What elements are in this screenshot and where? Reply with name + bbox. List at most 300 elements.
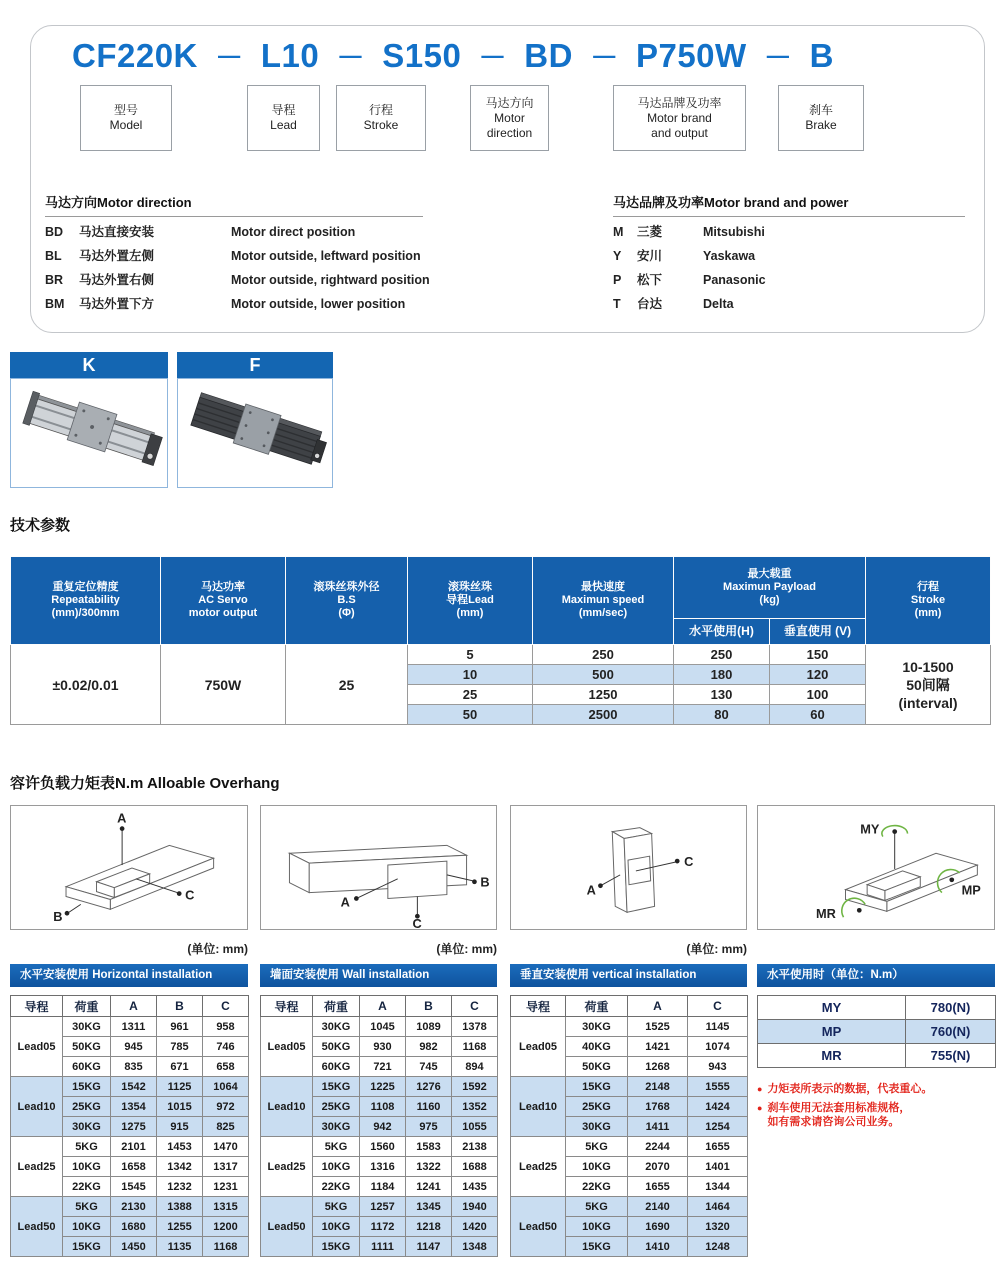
point-label-a: A — [586, 882, 596, 898]
table-header-row — [11, 996, 249, 1017]
value-payload-h: 180 — [674, 665, 770, 685]
code-separator: － — [336, 42, 365, 73]
table-cell: 1435 — [452, 1177, 498, 1197]
motor-brand-row — [613, 246, 965, 270]
table-row — [758, 1044, 996, 1068]
text-line: B.S — [337, 594, 356, 606]
text-line: 最快速度 — [581, 581, 625, 593]
table-cell: 1401 — [688, 1157, 748, 1177]
col-header-ballscrew-diameter — [286, 557, 408, 645]
lead-group-label: Lead50 — [261, 1197, 313, 1257]
text-line: direction — [486, 125, 533, 140]
table-cell: 1421 — [628, 1037, 688, 1057]
column-header: C — [688, 996, 748, 1017]
table-cell: 1420 — [452, 1217, 498, 1237]
table-cell: 1688 — [452, 1157, 498, 1177]
text-line: 滚珠丝珠 — [448, 581, 492, 593]
table-cell: 1560 — [360, 1137, 406, 1157]
motor-brand-row — [613, 270, 965, 294]
table-row — [11, 1017, 249, 1037]
point-label-a: A — [117, 810, 127, 826]
table-cell: 50KG — [63, 1037, 111, 1057]
table-cell: 1317 — [203, 1157, 249, 1177]
column-header: 导程 — [511, 996, 566, 1017]
table-cell: 30KG — [63, 1017, 111, 1037]
product-image-f — [177, 378, 333, 488]
value-lead: 10 — [408, 665, 533, 685]
table-cell: 30KG — [566, 1117, 628, 1137]
column-header: A — [111, 996, 157, 1017]
table-cell: 721 — [360, 1057, 406, 1077]
value-payload-h: 130 — [674, 685, 770, 705]
table-cell: 10KG — [63, 1217, 111, 1237]
table-cell: 785 — [157, 1037, 203, 1057]
table-cell: 1342 — [157, 1157, 203, 1177]
install-table — [260, 995, 498, 1257]
table-cell: 1108 — [360, 1097, 406, 1117]
model-code-part: CF220K — [72, 37, 198, 74]
table-cell: 1257 — [360, 1197, 406, 1217]
table-cell: 1655 — [688, 1137, 748, 1157]
column-header: 导程 — [11, 996, 63, 1017]
table-cell: 5KG — [566, 1137, 628, 1157]
brand-en: Yaskawa — [703, 249, 756, 263]
table-cell: 1248 — [688, 1237, 748, 1257]
text-line: Lead — [270, 118, 297, 132]
table-cell: 1064 — [203, 1077, 249, 1097]
column-header: C — [203, 996, 249, 1017]
motor-direction-row — [45, 294, 440, 318]
table-row — [758, 996, 996, 1020]
direction-code: BL — [45, 249, 62, 263]
table-cell: 958 — [203, 1017, 249, 1037]
moment-table — [757, 995, 996, 1068]
value-lead: 50 — [408, 705, 533, 725]
table-cell: 1241 — [406, 1177, 452, 1197]
table-cell: 1320 — [688, 1217, 748, 1237]
brand-en: Delta — [703, 297, 734, 311]
unit-label-mm: (单位: mm) — [187, 942, 248, 956]
brand-cn: 台达 — [637, 297, 663, 311]
model-code-part: P750W — [635, 37, 747, 74]
direction-cn: 马达外置右侧 — [79, 273, 155, 287]
text-line: Stroke — [910, 594, 946, 606]
point-label-my: MY — [860, 821, 880, 837]
overhang-diagram-horizontal — [10, 805, 248, 930]
table-cell: 1172 — [360, 1217, 406, 1237]
table-cell: 2130 — [111, 1197, 157, 1217]
table-cell: 894 — [452, 1057, 498, 1077]
code-separator: － — [478, 42, 508, 73]
notes — [757, 1082, 995, 1129]
motor-direction-list — [45, 222, 440, 318]
table-cell: 982 — [406, 1037, 452, 1057]
label-box-stroke — [336, 85, 426, 151]
table-cell: 25KG — [313, 1097, 360, 1117]
value-speed: 500 — [533, 665, 674, 685]
value-speed: 1250 — [533, 685, 674, 705]
panel-title-moment: 水平使用时（单位：N.m） — [757, 964, 995, 987]
unit-label-mm: (单位: mm) — [436, 942, 497, 956]
lead-group-label: Lead50 — [511, 1197, 566, 1257]
column-header: B — [406, 996, 452, 1017]
table-cell: 835 — [111, 1057, 157, 1077]
table-cell: 1231 — [203, 1177, 249, 1197]
motor-direction-heading: 马达方向Motor direction — [45, 192, 423, 217]
column-header: 荷重 — [566, 996, 628, 1017]
table-cell: 1345 — [406, 1197, 452, 1217]
table-cell: 1225 — [360, 1077, 406, 1097]
table-cell: 30KG — [313, 1017, 360, 1037]
table-row — [261, 1017, 498, 1037]
brand-cn: 三菱 — [637, 225, 663, 239]
brand-code: Y — [613, 249, 622, 263]
text-line: 行程 — [917, 581, 940, 593]
table-cell: 1545 — [111, 1177, 157, 1197]
col-header-max-speed — [533, 557, 674, 645]
panel-title-horizontal: 水平安装使用 Horizontal installation — [10, 964, 248, 987]
motor-brand-row — [613, 222, 965, 246]
table-header-row — [261, 996, 498, 1017]
point-label-c: C — [684, 854, 694, 870]
table-cell: 1254 — [688, 1117, 748, 1137]
table-cell: 1074 — [688, 1037, 748, 1057]
table-cell: 1583 — [406, 1137, 452, 1157]
text-line: 刹车 — [808, 103, 833, 117]
unit-label-mm: (单位: mm) — [686, 942, 747, 956]
brand-cn: 安川 — [637, 249, 663, 263]
table-cell: 22KG — [566, 1177, 628, 1197]
table-cell: 1218 — [406, 1217, 452, 1237]
table-row — [511, 1077, 748, 1097]
value-ballscrew-diameter: 25 — [286, 645, 408, 725]
column-header: B — [157, 996, 203, 1017]
table-cell: 1411 — [628, 1117, 688, 1137]
table-cell: 15KG — [566, 1237, 628, 1257]
table-cell: 942 — [360, 1117, 406, 1137]
table-cell: 1168 — [203, 1237, 249, 1257]
product-card-f-title: F — [177, 352, 333, 378]
table-cell: 671 — [157, 1057, 203, 1077]
table-cell: 1352 — [452, 1097, 498, 1117]
table-cell: 10KG — [566, 1217, 628, 1237]
text-line: (kg) — [759, 594, 780, 606]
direction-en: Motor direct position — [231, 225, 356, 239]
table-cell: 25KG — [566, 1097, 628, 1117]
table-cell: 945 — [111, 1037, 157, 1057]
text-line: Motor — [494, 110, 525, 125]
table-cell: 5KG — [63, 1197, 111, 1217]
table-cell: 972 — [203, 1097, 249, 1117]
text-line: Model — [109, 118, 143, 132]
model-code-part: S150 — [382, 37, 462, 74]
note-item — [757, 1082, 995, 1096]
table-cell: 1232 — [157, 1177, 203, 1197]
value-payload-v: 100 — [770, 685, 866, 705]
col-header-stroke — [866, 557, 991, 645]
brand-code: T — [613, 297, 621, 311]
table-cell: 1464 — [688, 1197, 748, 1217]
lead-group-label: Lead50 — [11, 1197, 63, 1257]
table-cell: 1145 — [688, 1017, 748, 1037]
lead-group-label: Lead10 — [261, 1077, 313, 1137]
text-line: Maximun speed — [561, 594, 645, 606]
table-cell: 1344 — [688, 1177, 748, 1197]
column-header: 导程 — [261, 996, 313, 1017]
text-line: 导程Lead — [446, 594, 494, 606]
panel-title-vertical: 垂直安装使用 vertical installation — [510, 964, 747, 987]
table-cell: 1655 — [628, 1177, 688, 1197]
table-cell: 2140 — [628, 1197, 688, 1217]
table-cell: 22KG — [313, 1177, 360, 1197]
value-payload-h: 80 — [674, 705, 770, 725]
table-cell: 1525 — [628, 1017, 688, 1037]
column-header: A — [628, 996, 688, 1017]
text-line: (mm) — [456, 607, 484, 619]
value-payload-v: 150 — [770, 645, 866, 665]
panel-title-wall: 墙面安装使用 Wall installation — [260, 964, 497, 987]
value-repeatability: ±0.02/0.01 — [11, 645, 161, 725]
col-header-payload-horizontal: 水平使用(H) — [674, 619, 770, 645]
tech-section-title: 技术参数 — [10, 517, 71, 534]
table-cell: 1311 — [111, 1017, 157, 1037]
table-cell: 1542 — [111, 1077, 157, 1097]
model-code-title — [72, 36, 834, 76]
product-card-k-title: K — [10, 352, 168, 378]
code-separator: － — [215, 42, 244, 73]
table-cell: 2070 — [628, 1157, 688, 1177]
lead-group-label: Lead10 — [511, 1077, 566, 1137]
table-cell: 1555 — [688, 1077, 748, 1097]
tech-spec-table — [10, 556, 991, 725]
table-cell: 30KG — [313, 1117, 360, 1137]
direction-en: Motor outside, rightward position — [231, 273, 430, 287]
text-line: 马达功率 — [201, 581, 245, 593]
table-cell: 1424 — [688, 1097, 748, 1117]
table-cell: 1045 — [360, 1017, 406, 1037]
table-row — [11, 1197, 249, 1217]
value-payload-v: 60 — [770, 705, 866, 725]
table-cell: 1378 — [452, 1017, 498, 1037]
lead-group-label: Lead25 — [511, 1137, 566, 1197]
table-cell: 40KG — [566, 1037, 628, 1057]
table-cell: 5KG — [63, 1137, 111, 1157]
direction-en: Motor outside, leftward position — [231, 249, 421, 263]
table-cell: 5KG — [566, 1197, 628, 1217]
table-row — [511, 1197, 748, 1217]
table-row — [261, 1077, 498, 1097]
point-label-mp: MP — [961, 882, 981, 898]
table-cell: 1147 — [406, 1237, 452, 1257]
table-cell: 50KG — [313, 1037, 360, 1057]
table-cell: 1658 — [111, 1157, 157, 1177]
code-separator: － — [590, 42, 619, 73]
moment-table-wrap — [757, 995, 995, 1068]
table-cell: 1135 — [157, 1237, 203, 1257]
value-stroke — [866, 645, 991, 725]
table-cell: 1940 — [452, 1197, 498, 1217]
table-cell: 15KG — [566, 1077, 628, 1097]
direction-cn: 马达外置下方 — [79, 297, 155, 311]
col-header-repeatability — [11, 557, 161, 645]
value-lead: 5 — [408, 645, 533, 665]
table-row — [261, 1197, 498, 1217]
tech-table-wrap — [10, 556, 990, 725]
moment-value: 780(N) — [906, 996, 996, 1020]
install-table — [510, 995, 748, 1257]
direction-cn: 马达外置左侧 — [79, 249, 155, 263]
text-line: 重复定位精度 — [52, 581, 119, 593]
model-code-part: B — [809, 37, 834, 74]
table-cell: 1276 — [406, 1077, 452, 1097]
table-cell: 1111 — [360, 1237, 406, 1257]
product-card-f — [177, 352, 333, 488]
lead-group-label: Lead10 — [11, 1077, 63, 1137]
table-cell: 1690 — [628, 1217, 688, 1237]
column-header: C — [452, 996, 498, 1017]
text-line: 马达品牌及功率 — [637, 95, 722, 110]
moment-value: 760(N) — [906, 1020, 996, 1044]
text-line: AC Servo — [198, 594, 248, 606]
table-row — [758, 1020, 996, 1044]
point-label-a: A — [340, 894, 350, 910]
brand-en: Mitsubishi — [703, 225, 765, 239]
text-line: 刹车使用无法套用标准规格， — [767, 1102, 911, 1114]
table-cell: 2138 — [452, 1137, 498, 1157]
table-cell: 1354 — [111, 1097, 157, 1117]
text-line: 10-1500 — [902, 658, 954, 675]
table-cell: 1453 — [157, 1137, 203, 1157]
vertical-install-table — [510, 995, 747, 1257]
direction-cn: 马达直接安装 — [79, 225, 155, 239]
model-code-part: L10 — [260, 37, 320, 74]
column-header: A — [360, 996, 406, 1017]
text-line: Stroke — [363, 118, 399, 132]
model-code-part: BD — [524, 37, 573, 74]
table-cell: 975 — [406, 1117, 452, 1137]
point-label-b: B — [480, 874, 490, 890]
table-cell: 1268 — [628, 1057, 688, 1077]
table-cell: 1322 — [406, 1157, 452, 1177]
table-cell: 825 — [203, 1117, 249, 1137]
table-cell: 10KG — [63, 1157, 111, 1177]
text-line: 行程 — [368, 103, 393, 117]
table-cell: 25KG — [63, 1097, 111, 1117]
motor-brand-row — [613, 294, 965, 318]
value-speed: 2500 — [533, 705, 674, 725]
table-cell: 10KG — [313, 1157, 360, 1177]
table-cell: 1125 — [157, 1077, 203, 1097]
value-speed: 250 — [533, 645, 674, 665]
table-row — [511, 1017, 748, 1037]
lead-group-label: Lead05 — [11, 1017, 63, 1077]
label-box-motor-brand — [613, 85, 746, 151]
col-header-payload-vertical: 垂直使用 (V) — [770, 619, 866, 645]
table-cell: 1680 — [111, 1217, 157, 1237]
point-label-c: C — [185, 887, 195, 903]
direction-code: BR — [45, 273, 64, 287]
col-header-lead — [408, 557, 533, 645]
text-line: Motor brand — [647, 110, 712, 125]
horizontal-install-table — [10, 995, 248, 1257]
install-table — [10, 995, 249, 1257]
table-cell: 930 — [360, 1037, 406, 1057]
table-cell: 22KG — [63, 1177, 111, 1197]
moment-name: MY — [758, 996, 906, 1020]
note-item — [757, 1101, 995, 1129]
table-cell: 1315 — [203, 1197, 249, 1217]
lead-group-label: Lead25 — [261, 1137, 313, 1197]
overhang-diagram-vertical — [510, 805, 747, 930]
value-motor-output: 750W — [161, 645, 286, 725]
moment-value: 755(N) — [906, 1044, 996, 1068]
motor-direction-row — [45, 222, 440, 246]
table-cell: 30KG — [63, 1117, 111, 1137]
brand-cn: 松下 — [637, 273, 663, 287]
motor-direction-row — [45, 246, 440, 270]
text-line: (mm/sec) — [578, 607, 628, 619]
table-cell: 1160 — [406, 1097, 452, 1117]
table-cell: 961 — [157, 1017, 203, 1037]
value-payload-h: 250 — [674, 645, 770, 665]
table-cell: 943 — [688, 1057, 748, 1077]
overhang-section-title: 容许负载力矩表N.m Alloable Overhang — [10, 775, 280, 792]
lead-group-label: Lead05 — [261, 1017, 313, 1077]
text-line: Maximun Payload — [723, 581, 816, 593]
brand-en: Panasonic — [703, 273, 766, 287]
table-cell: 1255 — [157, 1217, 203, 1237]
table-cell: 1168 — [452, 1037, 498, 1057]
table-cell: 915 — [157, 1117, 203, 1137]
direction-en: Motor outside, lower position — [231, 297, 406, 311]
text-line: (interval) — [898, 694, 958, 711]
table-cell: 1200 — [203, 1217, 249, 1237]
value-payload-v: 120 — [770, 665, 866, 685]
point-label-b: B — [53, 909, 63, 925]
table-cell: 10KG — [313, 1217, 360, 1237]
text-line: 导程 — [271, 103, 296, 117]
direction-code: BD — [45, 225, 64, 239]
col-header-max-payload — [674, 557, 866, 619]
table-cell: 15KG — [63, 1237, 111, 1257]
text-line: 50间隔 — [906, 676, 950, 693]
overhang-diagram-wall — [260, 805, 497, 930]
motor-brand-list — [613, 222, 965, 318]
text-line: motor output — [188, 607, 258, 619]
text-line: 力矩表所表示的数据，代表重心。 — [767, 1083, 933, 1095]
table-cell: 1592 — [452, 1077, 498, 1097]
actuator-enclosed-illustration — [178, 379, 332, 486]
table-cell: 60KG — [313, 1057, 360, 1077]
text-line: 如有需求请咨询公司业务。 — [767, 1116, 900, 1128]
table-cell: 50KG — [566, 1057, 628, 1077]
table-cell: 10KG — [566, 1157, 628, 1177]
text-line: (mm)/300mm — [51, 607, 120, 619]
point-label-mr: MR — [815, 906, 836, 922]
table-cell: 5KG — [313, 1197, 360, 1217]
table-cell: 1450 — [111, 1237, 157, 1257]
table-cell: 1275 — [111, 1117, 157, 1137]
table-cell: 1055 — [452, 1117, 498, 1137]
text-line: (Φ) — [338, 607, 355, 619]
table-row — [11, 1077, 249, 1097]
label-box-model — [80, 85, 172, 151]
note-text — [767, 1101, 910, 1129]
table-cell: 1015 — [157, 1097, 203, 1117]
label-box-motor-direction — [470, 85, 549, 151]
column-header: 荷重 — [63, 996, 111, 1017]
table-cell: 1089 — [406, 1017, 452, 1037]
